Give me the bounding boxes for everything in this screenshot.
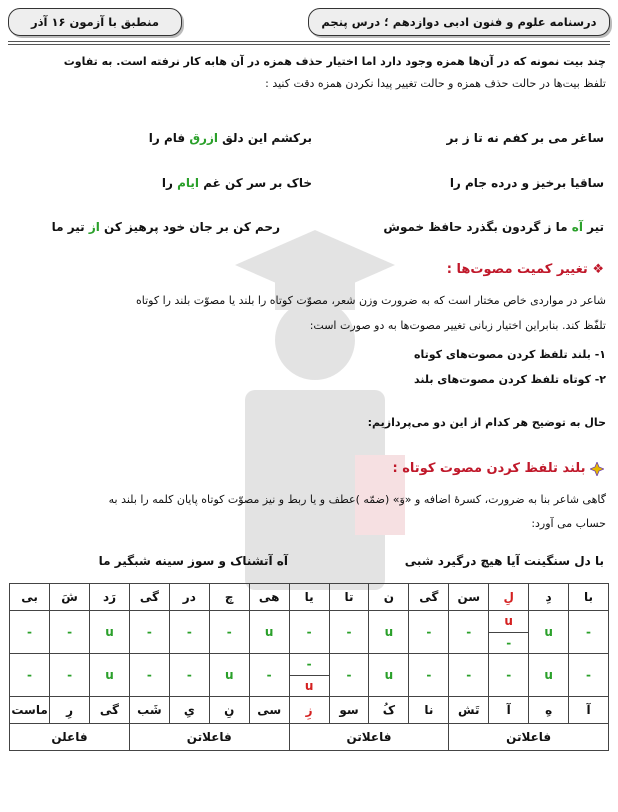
syllable-cell: رِ: [50, 697, 90, 724]
bullet-icon: ❖: [592, 262, 604, 277]
meter-cell: -: [329, 654, 369, 697]
meter-cell: -: [449, 654, 489, 697]
example-verse-left: آه آتشناک و سوز سینه شبگیر ما: [98, 554, 288, 568]
meter-cell: -: [569, 654, 609, 697]
watermark-logo: [215, 225, 415, 595]
verse-2-right: ساقیا برخیز و درده جام را: [449, 176, 604, 190]
syllable-cell: زِ: [289, 697, 329, 724]
meter-cell: -: [50, 611, 90, 654]
syllable-cell: یا: [289, 584, 329, 611]
meter-cell: u: [529, 654, 569, 697]
syllable-cell: سن: [449, 584, 489, 611]
syllable-cell: دِ: [529, 584, 569, 611]
feet-row: [10, 724, 609, 751]
exam-label: منطبق با آزمون ۱۶ آذر: [8, 8, 182, 36]
meter-cell: u: [369, 654, 409, 697]
syllable-cell: کُ: [369, 697, 409, 724]
section1-para-1: شاعر در مواردی خاص مختار است که به ضرورت وزن شعر، مصوّت کوتاه را بلند یا مصوّت بلند را کوتاه: [136, 294, 606, 307]
meter-cell: -: [209, 611, 249, 654]
meter-cell: -: [489, 654, 529, 697]
verse-1-right: ساغر می بر کفم نه تا ز بر: [446, 131, 604, 145]
section1-para-3: حال به توضیح هر کدام از این دو می‌پردازیم:: [367, 416, 606, 429]
syllables-row-2: [10, 697, 609, 724]
meter-row-1: [10, 611, 609, 654]
syllable-cell: تا: [329, 584, 369, 611]
syllable-cell: نا: [409, 697, 449, 724]
syllable-cell: نِ: [209, 697, 249, 724]
header-rule-top: [8, 41, 610, 42]
meter-cell: -: [249, 654, 289, 697]
meter-cell: u: [369, 611, 409, 654]
meter-cell: -: [129, 654, 169, 697]
verse-3-right: تیر آه ما ز گردون بگذرد حافظ خموش: [383, 220, 604, 234]
section1-item-2: ۲- کوتاه تلفظ کردن مصوت‌های بلند: [414, 373, 606, 386]
meter-cell: u: [90, 611, 130, 654]
syllable-cell: رَد: [90, 584, 130, 611]
section-heading-vowel-quantity: ❖ تغییر کمیت مصوت‌ها :: [446, 262, 604, 277]
header-rule-bottom: [8, 44, 610, 45]
syllable-cell: ن: [369, 584, 409, 611]
meter-cell-split: u -: [489, 611, 529, 654]
intro-line-1: چند بیت نمونه که در آن‌ها همزه وجود دارد اما اختیار حذف همزه در آن هابه کار نرفته است. به تفاوت: [63, 55, 606, 68]
foot-cell: فاعلن: [10, 724, 130, 751]
syllable-cell: گی: [409, 584, 449, 611]
syllable-cell: آ: [489, 697, 529, 724]
lesson-title: درسنامه علوم و فنون ادبی دوازدهم ؛ درس پنجم: [308, 8, 610, 36]
meter-cell: -: [169, 654, 209, 697]
scansion-table: [9, 583, 609, 751]
meter-cell-split: - u: [289, 654, 329, 697]
syllable-cell: گی: [129, 584, 169, 611]
syllables-row-1: [10, 584, 609, 611]
verse-2-left: خاک بر سر کن غم ایام را: [161, 176, 312, 190]
syllable-cell: با: [569, 584, 609, 611]
meter-cell: -: [409, 654, 449, 697]
syllable-cell: شَ: [50, 584, 90, 611]
syllable-cell: سی: [249, 697, 289, 724]
syllable-cell: یِ: [169, 697, 209, 724]
syllable-cell: سو: [329, 697, 369, 724]
meter-cell: -: [449, 611, 489, 654]
syllable-cell: هِ: [529, 697, 569, 724]
meter-cell: -: [289, 611, 329, 654]
meter-cell: u: [529, 611, 569, 654]
meter-cell: -: [169, 611, 209, 654]
meter-cell: u: [209, 654, 249, 697]
intro-line-2: تلفظ بیت‌ها در حالت حذف همزه و حالت تغییر پیدا نکردن همزه دقت کنید :: [265, 77, 606, 90]
section1-item-1: ۱- بلند تلفظ کردن مصوت‌های کوتاه: [414, 348, 606, 361]
syllable-cell: آ: [569, 697, 609, 724]
meter-cell: -: [10, 654, 50, 697]
section2-para-1: گاهی شاعر بنا به ضرورت، کسرهٔ اضافه و «وَ» (ضمّه )عطف و یا ربط و نیز مصوّت کوتاه پایان کلمه را بلند به: [108, 493, 606, 506]
syllable-cell: بی: [10, 584, 50, 611]
syllable-cell: تَش: [449, 697, 489, 724]
verse-3-left: رحم کن بر جان خود پرهیز کن از تیر ما: [51, 220, 280, 234]
meter-cell: -: [50, 654, 90, 697]
syllable-cell: گی: [90, 697, 130, 724]
syllable-cell: شَب: [129, 697, 169, 724]
syllable-cell: ماست: [10, 697, 50, 724]
meter-row-2: [10, 654, 609, 697]
section1-para-2: تلفّظ کند. بنابراین اختیار زبانی تغییر مصوت‌ها به دو صورت است:: [309, 319, 606, 332]
syllable-cell: چ: [209, 584, 249, 611]
meter-cell: -: [569, 611, 609, 654]
syllable-cell: هی: [249, 584, 289, 611]
page-header: [8, 8, 610, 36]
foot-cell: فاعلاتن: [449, 724, 609, 751]
meter-cell: -: [409, 611, 449, 654]
syllable-cell: در: [169, 584, 209, 611]
example-verse-right: با دل سنگینت آیا هیچ درگیرد شبی: [404, 554, 604, 568]
meter-cell: -: [10, 611, 50, 654]
meter-cell: u: [249, 611, 289, 654]
section-heading-lengthening: بلند تلفظ کردن مصوت کوتاه :: [393, 461, 604, 476]
verse-1-left: برکشم این دلق ازرق فام را: [148, 131, 312, 145]
meter-cell: -: [129, 611, 169, 654]
syllable-cell: لِ: [489, 584, 529, 611]
foot-cell: فاعلاتن: [129, 724, 289, 751]
sparkle-icon: [590, 462, 604, 476]
meter-cell: u: [90, 654, 130, 697]
foot-cell: فاعلاتن: [289, 724, 449, 751]
section2-para-2: حساب می آورد:: [531, 517, 606, 530]
meter-cell: -: [329, 611, 369, 654]
